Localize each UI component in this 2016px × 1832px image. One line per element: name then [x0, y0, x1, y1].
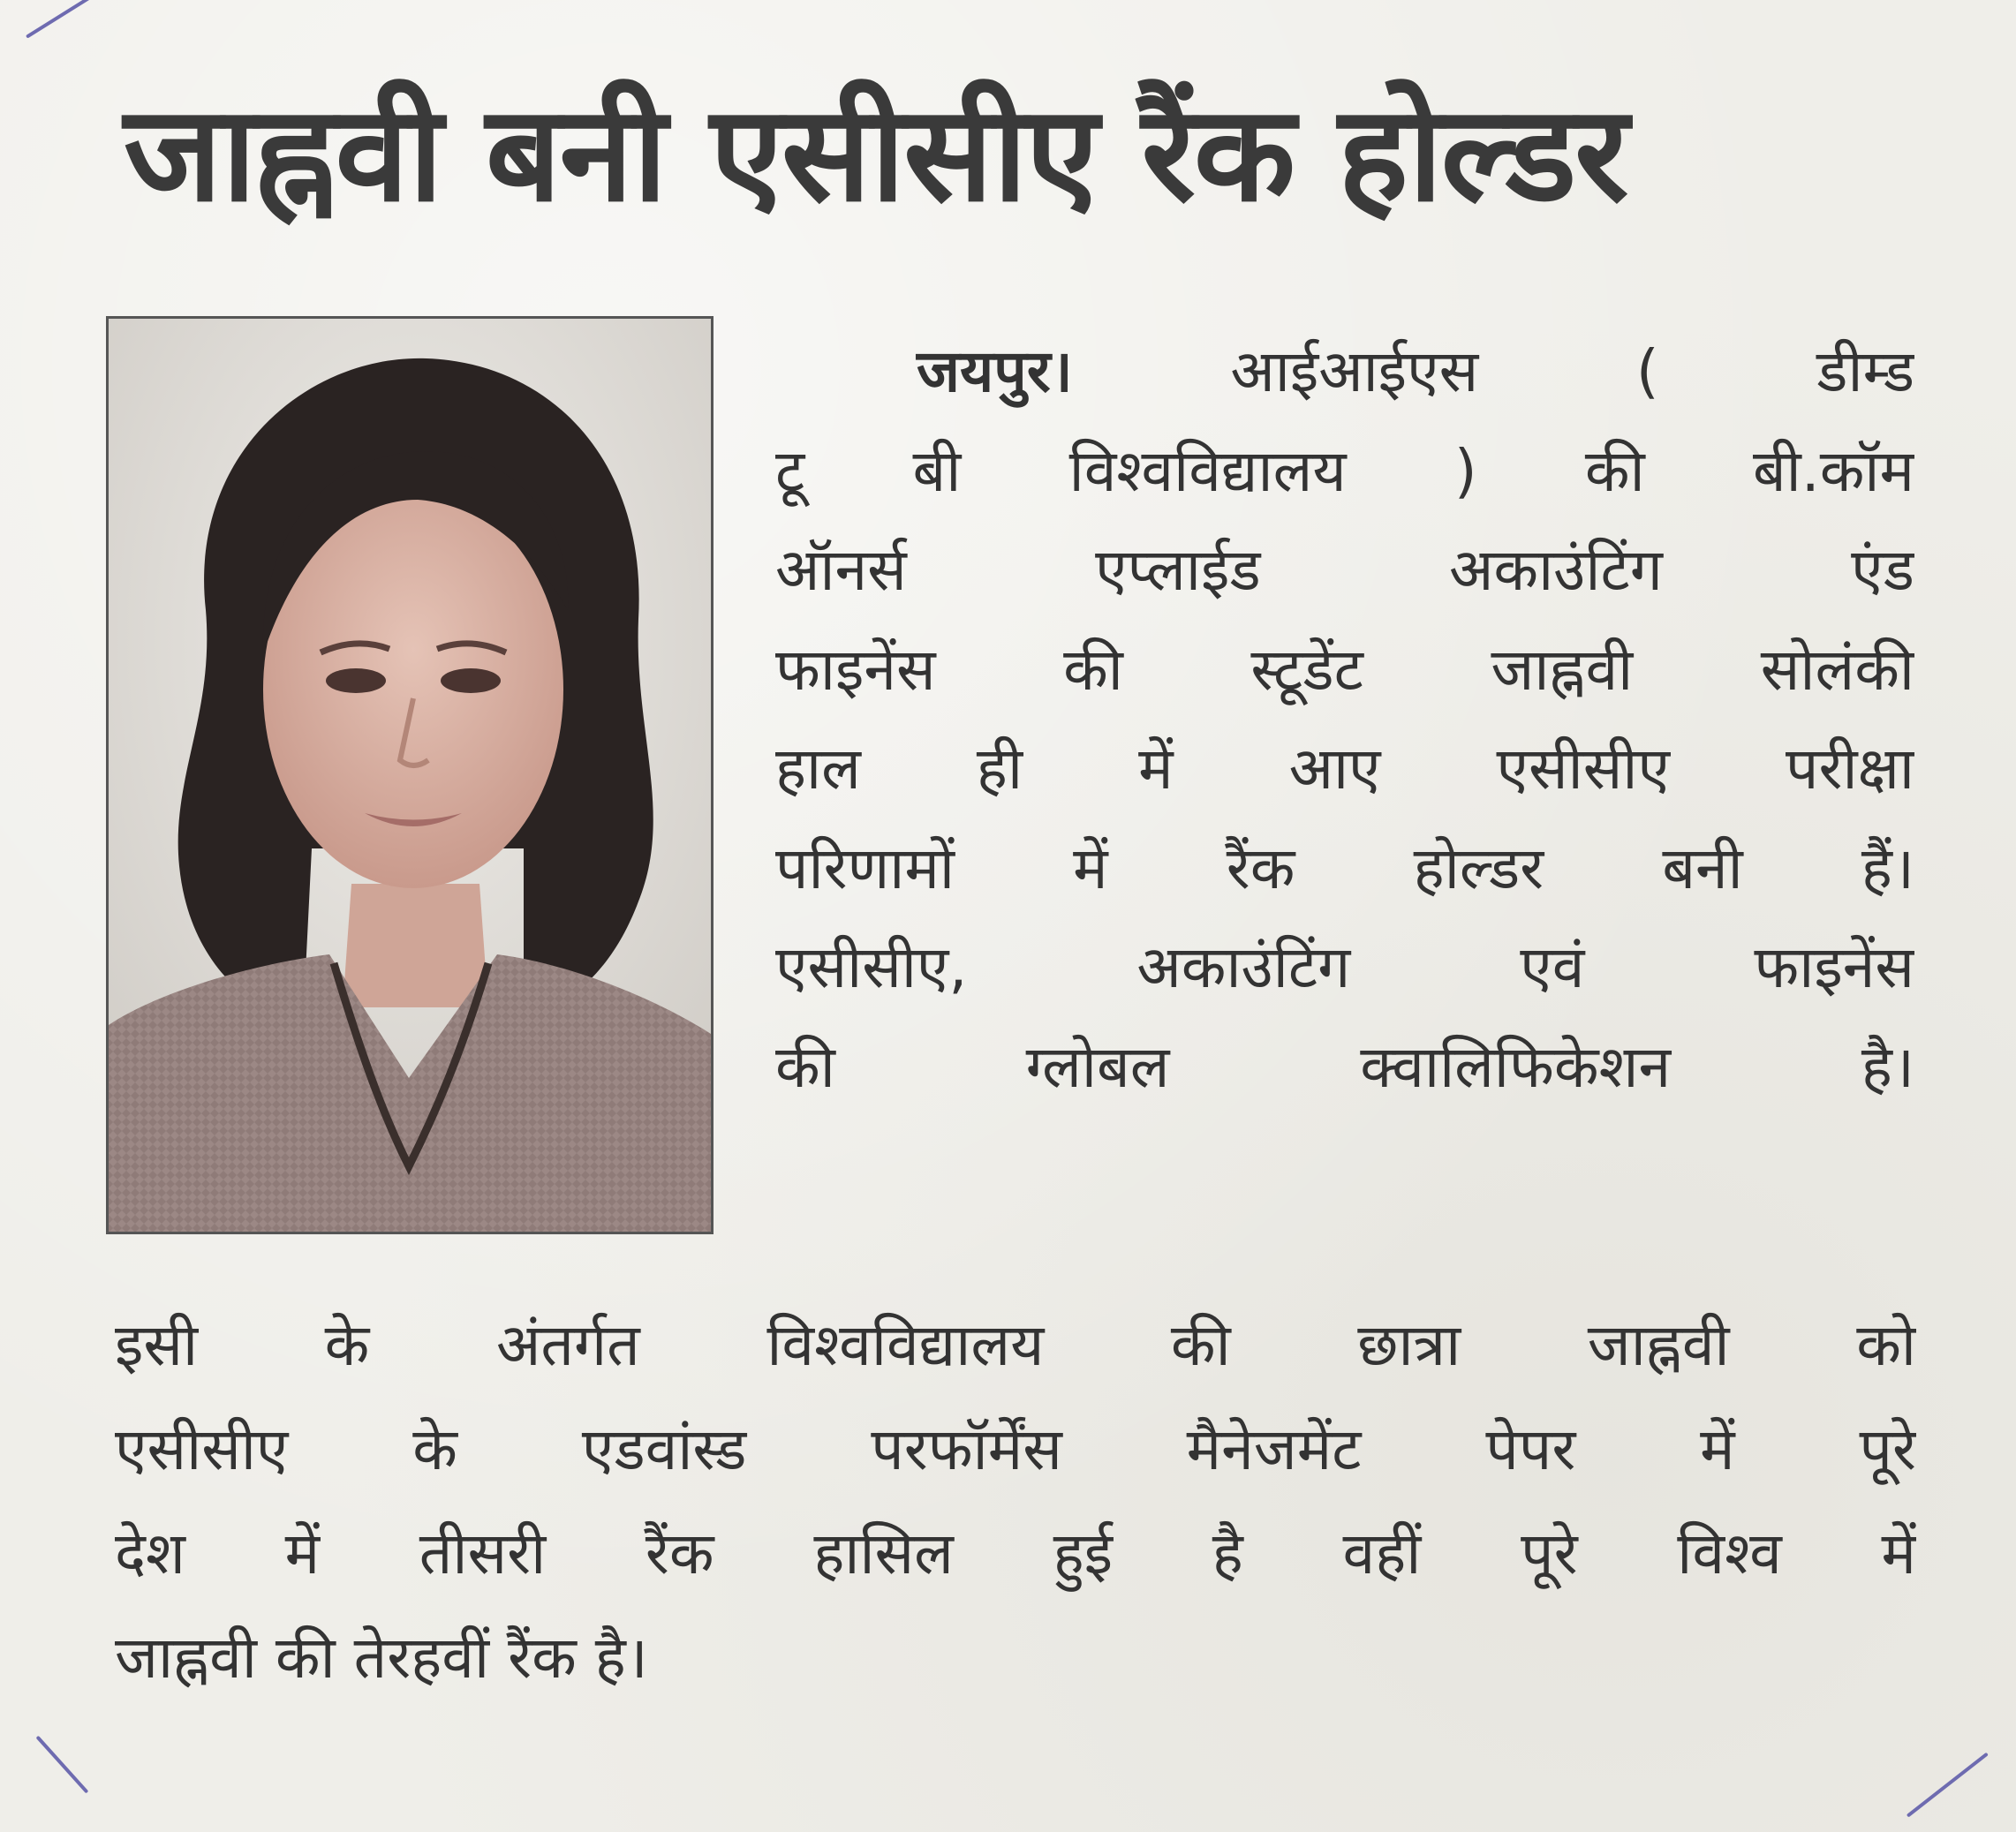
body-line-11: देश में तीसरी रैंक हासिल हुई है वहीं पूरे विश्व में: [115, 1519, 1916, 1587]
body-line-3: ऑनर्स एप्लाईड अकाउंटिंग एंड: [775, 536, 1914, 604]
body-line-5: हाल ही में आए एसीसीए परीक्षा: [775, 735, 1914, 803]
article-body-full-width: [115, 1293, 1916, 1710]
corner-pen-mark-bottom-right: [1907, 1753, 1989, 1818]
portrait-image: [109, 319, 711, 1232]
article-photo: [106, 316, 714, 1234]
body-line-4: फाइनेंस की स्टूडेंट जाह्नवी सोलंकी: [775, 635, 1914, 704]
body-line-9: इसी के अंतर्गत विश्वविद्यालय की छात्रा जाह्नवी को: [115, 1311, 1916, 1379]
article-body-column: [775, 322, 1914, 1117]
body-line-7: एसीसीए, अकाउंटिंग एवं फाइनेंस: [775, 933, 1914, 1001]
body-line-8: की ग्लोबल क्वालिफिकेशन है।: [775, 1032, 1914, 1101]
corner-pen-mark-top-left: [26, 0, 109, 39]
body-line-1: [775, 322, 1914, 422]
body-line-12: जाह्नवी की तेरहवीं रैंक है।: [115, 1624, 648, 1692]
article-headline: जाह्नवी बनी एसीसीए रैंक होल्डर: [124, 78, 1627, 231]
body-line-1-text: आईआईएस ( डीम्ड: [1230, 337, 1914, 405]
body-line-2: टू बी विश्वविद्यालय ) की बी.कॉम: [775, 436, 1914, 505]
body-line-6: परिणामों में रैंक होल्डर बनी हैं।: [775, 833, 1914, 902]
dateline: जयपुर।: [917, 337, 1073, 405]
corner-pen-mark-bottom-left: [36, 1736, 89, 1794]
body-line-10: एसीसीए के एडवांस्ड परफॉर्मेंस मैनेजमेंट पेपर में पूरे: [115, 1415, 1916, 1483]
